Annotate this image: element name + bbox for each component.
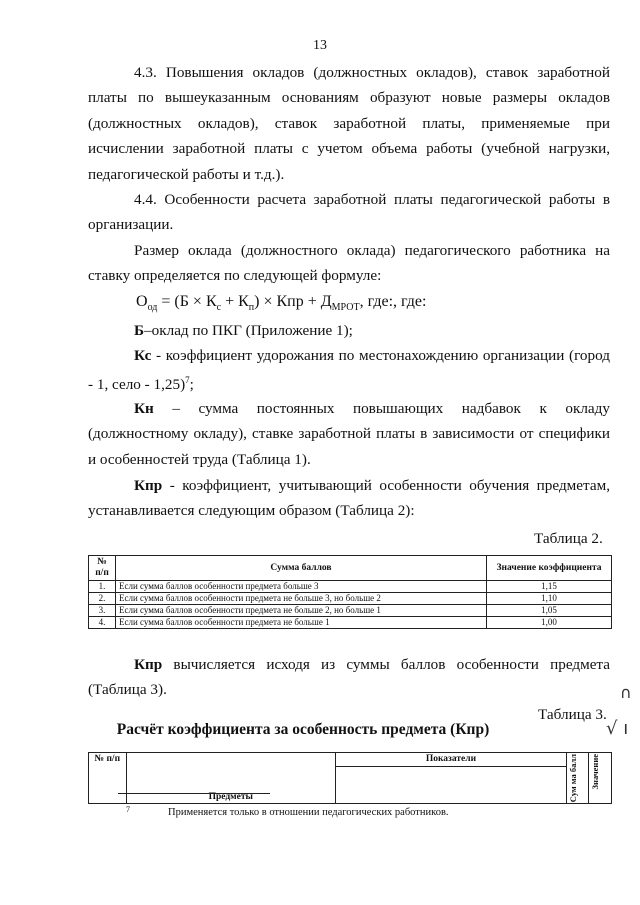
cell-condition: Если сумма баллов особенности предмета не больше 2, но больше 1 (116, 605, 487, 617)
paragraph-salary-formula-intro: Размер оклада (должностного оклада) педагогического работника на ставку определяется по следующей формуле: (88, 242, 610, 285)
table-3-title: Расчёт коэффициента за особенность предмета (Кпр) (116, 721, 490, 738)
paragraph-4-4: 4.4. Особенности расчета заработной платы педагогической работы в организации. (88, 191, 610, 234)
definition-kn: Кн – сумма постоянных повышающих надбавок к окладу (должностному окладу), ставке заработной платы в зависимости от специфики и особенностей труда (Таблица 1). (88, 400, 610, 468)
table-header-row (89, 556, 612, 581)
cell-coefficient: 1,00 (487, 617, 612, 629)
paragraph-kpr-calculation: Кпр вычисляется исходя из суммы баллов особенности предмета (Таблица 3). (88, 656, 610, 699)
cell-condition: Если сумма баллов особенности предмета не больше 3, но больше 2 (116, 593, 487, 605)
salary-formula: $О_{од} = (Б \times К_с + К_п)$ × Кпр + $Д_{МРОТ}$, где:, где: (136, 293, 427, 314)
table-header-row (89, 753, 612, 804)
cell-number: 4. (89, 617, 116, 629)
definition-b: Б–оклад по ПКГ (Приложение 1); (134, 322, 353, 339)
header-score-sum: Сумма баллов (116, 556, 487, 581)
definition-kc: Кс - коэффициент удорожания по местонахождению организации (город - 1, село - 1,25)$^7$; (88, 347, 610, 394)
footnote-mark: 7 (126, 805, 130, 814)
definition-kpr: Кпр - коэффициент, учитывающий особенности обучения предметам, устанавливается следующим образом (Таблица 2): (88, 477, 610, 520)
table-row (89, 581, 612, 593)
table-3-caption: Таблица 3. (538, 706, 607, 723)
table-row (89, 605, 612, 617)
cell-number: 3. (89, 605, 116, 617)
table-row (89, 617, 612, 629)
paragraph-4-3: 4.3. Повышения окладов (должностных окладов), ставок заработной платы по вышеуказанным основаниям образуют новые размеры окладов (должностных окладов), ставок заработной платы, применяемые при исчислении заработной платы с учетом объема работы (учебной нагрузки, педагогической работы и т.д.). (88, 64, 610, 183)
header-number: № п/п (89, 753, 127, 804)
handwritten-mark: ∩ (620, 683, 632, 702)
cell-coefficient: 1,10 (487, 593, 612, 605)
page-number: 13 (313, 38, 327, 53)
table-row (89, 593, 612, 605)
cell-coefficient: 1,05 (487, 605, 612, 617)
footnote-separator (118, 793, 270, 794)
cell-condition: Если сумма баллов особенности предмета не больше 1 (116, 617, 487, 629)
header-number: № п/п (89, 556, 116, 581)
header-score-sum: Сум ма балл (566, 753, 589, 804)
table-2-caption: Таблица 2. (534, 530, 603, 547)
cell-number: 2. (89, 593, 116, 605)
cell-number: 1. (89, 581, 116, 593)
footnote-text: Применяется только в отношении педагогических работников. (168, 807, 449, 818)
handwritten-check-mark: √ ı (606, 718, 629, 739)
header-indicators: Показатели (335, 753, 566, 804)
cell-condition: Если сумма баллов особенности предмета больше 3 (116, 581, 487, 593)
table-3 (88, 752, 612, 804)
cell-coefficient: 1,15 (487, 581, 612, 593)
header-value: Значение (589, 753, 612, 804)
header-subjects: Предметы (126, 753, 335, 804)
table-2 (88, 555, 612, 629)
header-coefficient: Значение коэффициента (487, 556, 612, 581)
